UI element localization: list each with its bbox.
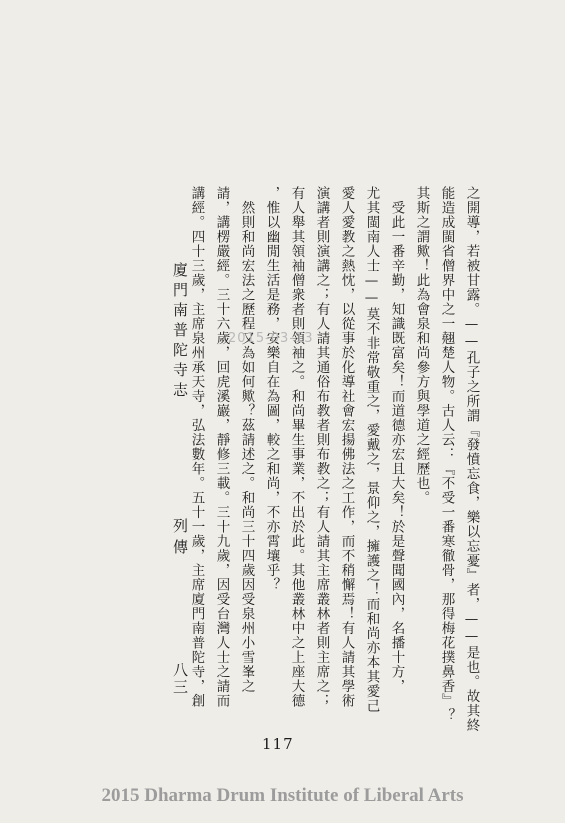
- column-8: 有人舉其領袖僧衆者則領袖之。和尚畢生事業，不出於此。其他叢林中之上座大德: [288, 186, 305, 708]
- column-2: 能造成閩省僧界中之一翹楚人物。古人云：『不受一番寒徹骨，那得梅花撲鼻香』？: [438, 186, 455, 723]
- column-9: ，惟以幽閒生活是務，安樂自在為圖，較之和尚，不亦霄壤乎？: [263, 186, 280, 592]
- column-11: 請，講楞嚴經。三十六歲，回虎溪巖，靜修三載。三十九歲，因受台灣人士之請而: [213, 186, 230, 708]
- header-title: 廈門南普陀寺志: [171, 262, 189, 402]
- column-10: 然則和尚宏法之歷程又為如何歟？茲請述之。和尚三十四歲因受泉州小雪峯之: [238, 186, 255, 694]
- watermark-date: 2015-03-13: [228, 331, 314, 346]
- column-7: 演講者則演講之；有人請其通俗布教者則布教之；有人請其主席叢林者則主席之；: [313, 186, 330, 708]
- column-12: 講經。四十三歲，主席泉州承天寺，弘法數年。五十一歲，主席廈門南普陀寺，創: [188, 186, 205, 708]
- header-page-number: 八三: [171, 662, 189, 696]
- page-number: 117: [262, 735, 294, 753]
- column-3: 其斯之謂歟！此為會泉和尚參方與學道之經歷也。: [413, 186, 430, 505]
- column-5: 尤其閩南人士——莫不非常敬重之，愛戴之，景仰之，擁護之！而和尚亦本其愛己: [363, 186, 380, 713]
- footer-credit: 2015 Dharma Drum Institute of Liberal Arts: [101, 785, 464, 806]
- header-section: 列傳: [171, 518, 189, 560]
- column-1: 之開導，若被甘露。——孔子之所謂『發憤忘食，樂以忘憂』者，——是也。故其終: [463, 186, 480, 733]
- column-4: 受此一番辛勤，知識既富矣！而道德亦宏且大矣！於是聲聞國內，名播十方，: [388, 186, 405, 694]
- column-6: 愛人愛教之熱忱，以從事於化導社會宏揚佛法之工作，而不稍懈焉！有人請其學術: [338, 186, 355, 708]
